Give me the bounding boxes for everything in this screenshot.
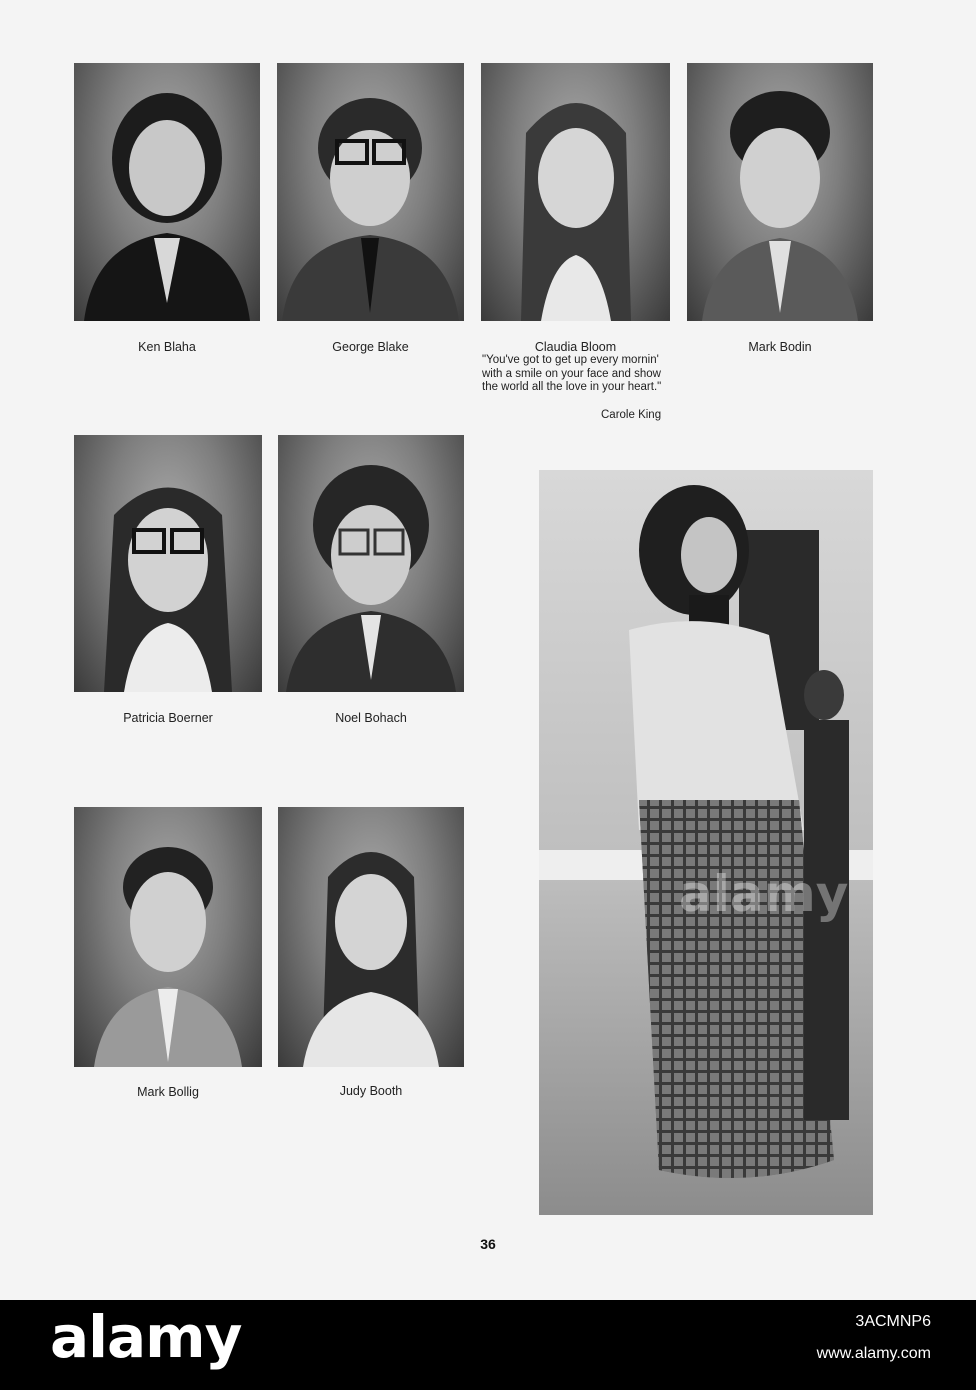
portrait-photo-george-blake xyxy=(277,63,464,321)
quote-author: Carole King xyxy=(601,409,662,421)
page-number: 36 xyxy=(480,1236,496,1252)
portrait-caption: George Blake xyxy=(332,340,409,354)
portrait-caption: Claudia Bloom xyxy=(534,340,617,354)
portrait-photo-patricia-boerner xyxy=(74,435,262,692)
portrait-photo-mark-bollig xyxy=(74,807,262,1067)
image-id: 3ACMNP6 xyxy=(855,1313,931,1330)
portrait-caption: Noel Bohach xyxy=(335,711,407,725)
watermark-text: alamy xyxy=(679,865,849,923)
footer-url[interactable]: www.alamy.com xyxy=(816,1345,931,1362)
portrait-photo-noel-bohach xyxy=(278,435,464,692)
candid-photo xyxy=(539,470,873,1215)
portrait-caption: Patricia Boerner xyxy=(123,711,213,725)
portrait-caption: Ken Blaha xyxy=(138,340,196,354)
footer-logo: alamy xyxy=(50,1303,242,1371)
portrait-photo-ken-blaha xyxy=(74,63,260,321)
senior-quote: "You've got to get up every mornin' with a smile on your face and show the world all the love in your heart." xyxy=(482,354,662,393)
portrait-caption: Mark Bollig xyxy=(137,1085,199,1099)
portrait-photo-claudia-bloom xyxy=(481,63,670,321)
portrait-photo-mark-bodin xyxy=(687,63,873,321)
portrait-photo-judy-booth xyxy=(278,807,464,1067)
portrait-caption: Judy Booth xyxy=(339,1084,403,1098)
portrait-caption: Mark Bodin xyxy=(748,340,812,354)
